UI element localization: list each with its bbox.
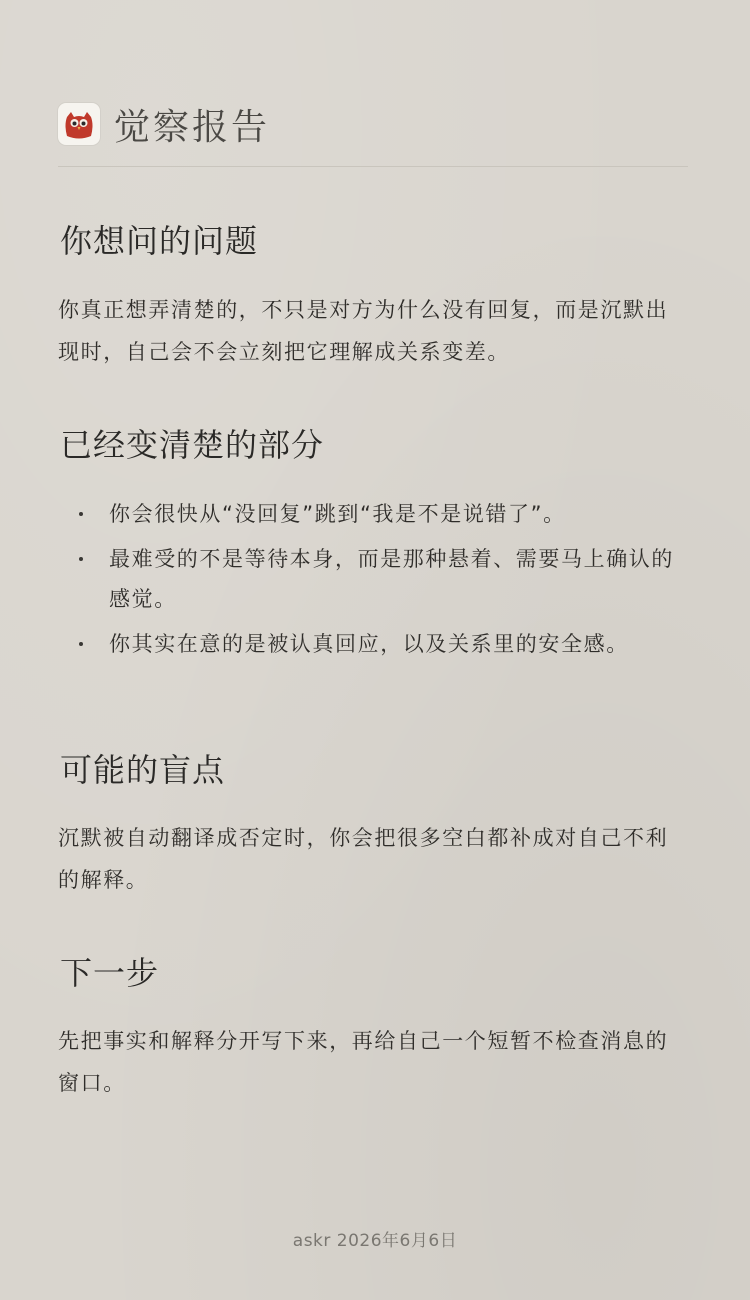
section-title-blind-spot: 可能的盲点 xyxy=(60,751,226,789)
list-item-text: 最难受的不是等待本身，而是那种悬着、需要马上确认的感觉。 xyxy=(109,547,674,611)
bullet-dot xyxy=(79,512,83,516)
section-title-next-step: 下一步 xyxy=(60,954,160,992)
list-item xyxy=(58,539,683,619)
footer-signature: askr 2026年6月6日 xyxy=(292,1231,458,1251)
owl-icon xyxy=(58,103,100,145)
list-item-text: 你会很快从“没回复”跳到“我是不是说错了”。 xyxy=(109,502,566,526)
section-title-question: 你想问的问题 xyxy=(60,222,259,260)
report-header xyxy=(58,101,270,147)
section-paragraph-blind-spot: 沉默被自动翻译成否定时，你会把很多空白都补成对自己不利的解释。 xyxy=(58,826,669,892)
section-paragraph-next-step: 先把事实和解释分开写下来，再给自己一个短暂不检查消息的窗口。 xyxy=(58,1029,669,1095)
section-title-clarified: 已经变清楚的部分 xyxy=(60,426,325,464)
section-paragraph-question: 你真正想弄清楚的，不只是对方为什么没有回复，而是沉默出现时，自己会不会立刻把它理解成关系变差。 xyxy=(58,298,669,364)
list-item xyxy=(58,624,683,664)
header-divider xyxy=(58,166,688,167)
app-title: 觉察报告 xyxy=(114,106,271,148)
clarified-list xyxy=(58,494,683,669)
report-page xyxy=(58,0,692,1300)
list-item xyxy=(58,494,683,534)
list-item-text: 你其实在意的是被认真回应，以及关系里的安全感。 xyxy=(109,632,629,656)
bullet-dot xyxy=(79,642,83,646)
bullet-dot xyxy=(79,557,83,561)
